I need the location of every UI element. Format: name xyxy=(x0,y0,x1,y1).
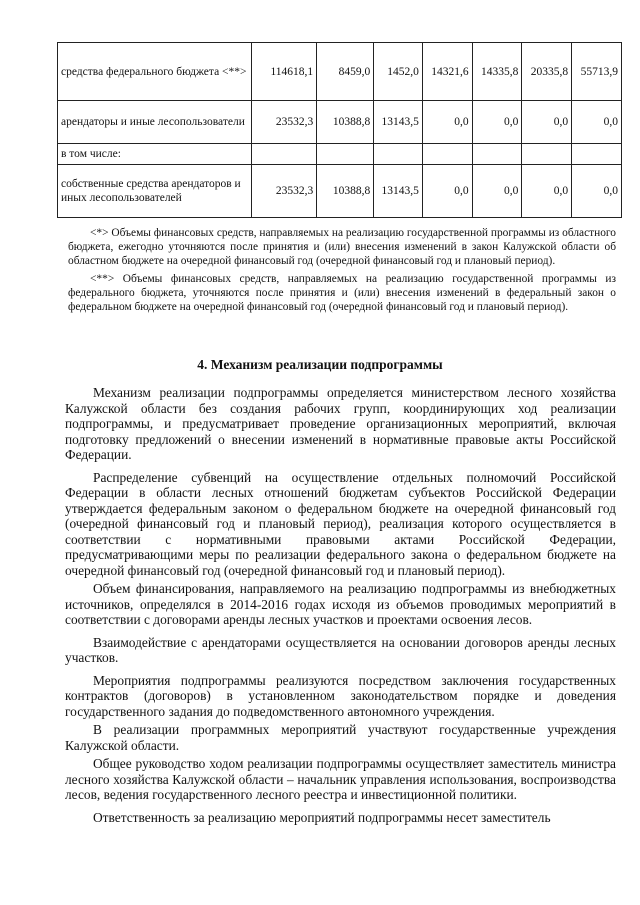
paragraph: В реализации программных мероприятий участвуют государственные учреждения Калужской области. xyxy=(65,722,616,753)
section-title: 4. Механизм реализации подпрограммы xyxy=(197,357,443,372)
table-cell: 1452,0 xyxy=(374,43,423,101)
footnote-regional: <*> Объемы финансовых средств, направляемых на реализацию государственной программы из областного бюджета, ежегодно уточняются после принятия и (или) внесения изменений в закон Калужской области об областном бюджете на очередной финансовый год (очередной финансовый год и плановый период). xyxy=(68,227,616,267)
row-label: собственные средства арендаторов и иных лесопользователей xyxy=(58,165,252,218)
section-body xyxy=(65,385,616,828)
table-cell: 10388,8 xyxy=(317,101,374,144)
table-cell: 114618,1 xyxy=(251,43,316,101)
table-cell: 0,0 xyxy=(572,101,622,144)
financing-table xyxy=(57,42,622,218)
table-row xyxy=(58,144,622,165)
table-row xyxy=(58,43,622,101)
row-label: в том числе: xyxy=(58,144,252,165)
table-cell: 23532,3 xyxy=(251,165,316,218)
table-cell: 20335,8 xyxy=(522,43,572,101)
table-cell: 0,0 xyxy=(472,101,522,144)
paragraph: Мероприятия подпрограммы реализуются посредством заключения государственных контрактов (договоров) в установленном законодательством порядке и доведения государственного задания до подведомственного автономного учреждения. xyxy=(65,672,616,719)
table-cell xyxy=(522,144,572,165)
table-cell: 8459,0 xyxy=(317,43,374,101)
paragraph: Распределение субвенций на осуществление отдельных полномочий Российской Федерации в области лесных отношений бюджетам субъектов Российской Федерации утверждается федеральным законом о федеральном бюджете на очередной финансовый год (очередной финансовый год и плановый период), реализация которого осуществляется в соответствии с нормативными правовыми актами Российской Федерации, предусматривающими меры по реализации федерального закона о федеральном бюджете на очередной финансовый год (очередной финансовый год и плановый период). xyxy=(65,469,616,578)
table-cell: 0,0 xyxy=(522,101,572,144)
table-cell: 0,0 xyxy=(422,101,472,144)
table-cell: 0,0 xyxy=(472,165,522,218)
table-cell xyxy=(572,144,622,165)
paragraph: Взаимодействие с арендаторами осуществляется на основании договоров аренды лесных участков. xyxy=(65,634,616,665)
table-cell: 14321,6 xyxy=(422,43,472,101)
table-cell: 0,0 xyxy=(522,165,572,218)
paragraph: Механизм реализации подпрограммы определяется министерством лесного хозяйства Калужской области без создания рабочих групп, координирующих ход реализации подпрограммы, и предусматривает проведение организационных мероприятий, включая подготовку предложений о внесении изменений в нормативные правовые акты Российской Федерации. xyxy=(65,385,616,462)
table-cell xyxy=(472,144,522,165)
table-row xyxy=(58,101,622,144)
table-cell: 10388,8 xyxy=(317,165,374,218)
table-cell: 0,0 xyxy=(572,165,622,218)
table-cell: 55713,9 xyxy=(572,43,622,101)
table-cell: 23532,3 xyxy=(251,101,316,144)
table-cell: 14335,8 xyxy=(472,43,522,101)
table-row xyxy=(58,165,622,218)
paragraph: Общее руководство ходом реализации подпрограммы осуществляет заместитель министра лесного хозяйства Калужской области – начальник управления использования, воспроизводства лесов, ведения государственного лесного реестра и инвестиционной политики. xyxy=(65,756,616,802)
row-label: арендаторы и иные лесопользователи xyxy=(58,101,252,144)
table-cell xyxy=(251,144,316,165)
table-cell xyxy=(317,144,374,165)
paragraph: Ответственность за реализацию мероприятий подпрограммы несет заместитель xyxy=(93,809,551,825)
table-cell: 0,0 xyxy=(422,165,472,218)
table-cell: 13143,5 xyxy=(374,165,423,218)
table-cell xyxy=(374,144,423,165)
table-cell xyxy=(422,144,472,165)
row-label: средства федерального бюджета <**> xyxy=(58,43,252,101)
paragraph: Объем финансирования, направляемого на реализацию подпрограммы из внебюджетных источников, определялся в 2014-2016 годах исходя из объемов проводимых мероприятий в соответствии с договорами аренды лесных участков и проектами освоения лесов. xyxy=(65,581,616,627)
table-cell: 13143,5 xyxy=(374,101,423,144)
footnote-federal: <**> Объемы финансовых средств, направляемых на реализацию государственной программы из федерального бюджета, уточняются после принятия и (или) внесения изменений в федеральный закон о федеральном бюджете на очередной финансовый год (очередной финансовый год и плановый период). xyxy=(68,273,616,313)
footnotes xyxy=(68,226,616,318)
